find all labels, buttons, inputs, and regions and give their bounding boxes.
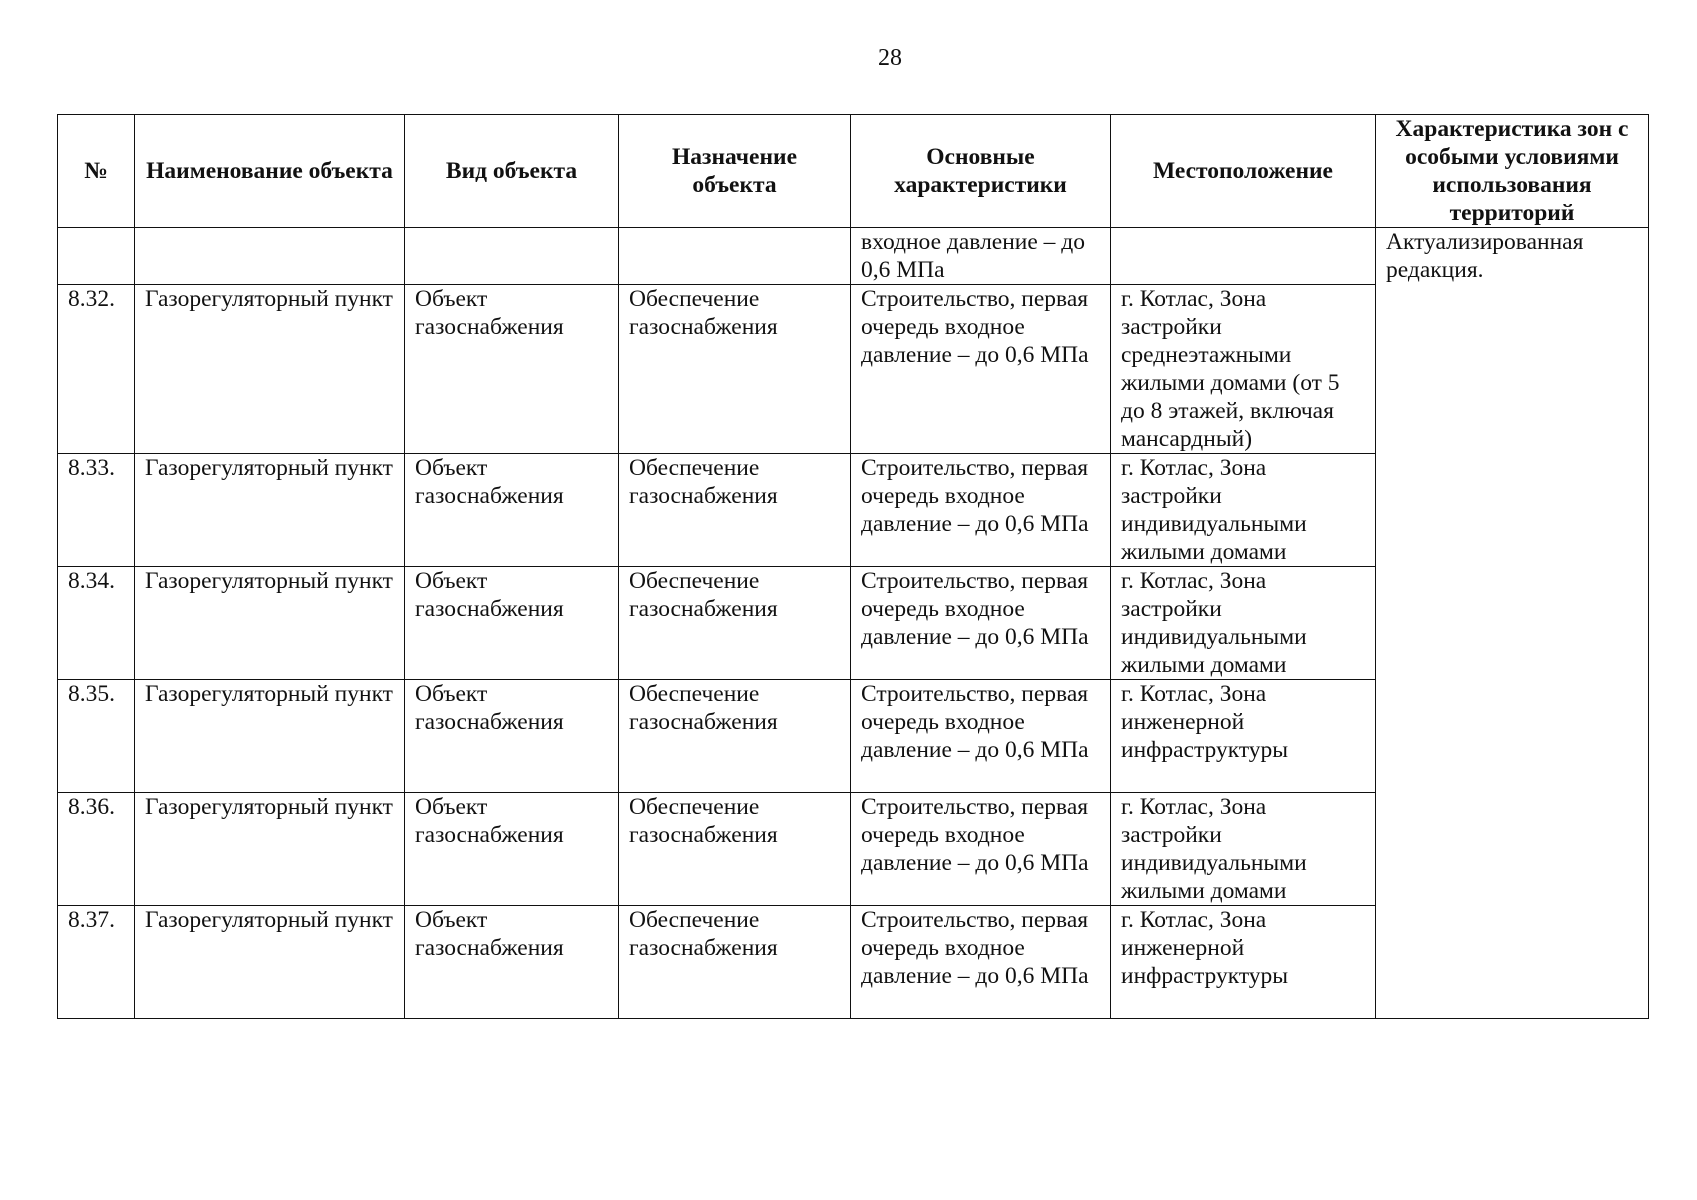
- header-purpose: Назначение объекта: [619, 115, 851, 228]
- cell-purpose: Обеспечение газоснабжения: [619, 906, 851, 1019]
- cell-purpose: [619, 228, 851, 285]
- cell-purpose: Обеспечение газоснабжения: [619, 567, 851, 680]
- cell-characteristics: Строительство, первая очередь входное давление – до 0,6 МПа: [851, 285, 1111, 454]
- cell-characteristics: Строительство, первая очередь входное давление – до 0,6 МПа: [851, 680, 1111, 793]
- cell-num: 8.36.: [58, 793, 135, 906]
- cell-name: [135, 228, 405, 285]
- cell-purpose: Обеспечение газоснабжения: [619, 680, 851, 793]
- cell-name: Газорегуляторный пункт: [135, 285, 405, 454]
- cell-characteristics: Строительство, первая очередь входное давление – до 0,6 МПа: [851, 906, 1111, 1019]
- cell-num: 8.37.: [58, 906, 135, 1019]
- cell-num: 8.35.: [58, 680, 135, 793]
- table-row-continuation: [58, 228, 1649, 285]
- cell-location: г. Котлас, Зона застройки среднеэтажными жилыми домами (от 5 до 8 этажей, включая мансардный): [1111, 285, 1376, 454]
- cell-num: 8.34.: [58, 567, 135, 680]
- cell-purpose: Обеспечение газоснабжения: [619, 454, 851, 567]
- cell-num: 8.33.: [58, 454, 135, 567]
- cell-location: [1111, 228, 1376, 285]
- cell-kind: Объект газоснабжения: [405, 680, 619, 793]
- cell-characteristics: Строительство, первая очередь входное давление – до 0,6 МПа: [851, 567, 1111, 680]
- header-location: Местоположение: [1111, 115, 1376, 228]
- cell-num: [58, 228, 135, 285]
- cell-kind: [405, 228, 619, 285]
- cell-location: г. Котлас, Зона застройки индивидуальными жилыми домами: [1111, 567, 1376, 680]
- cell-location: г. Котлас, Зона инженерной инфраструктуры: [1111, 680, 1376, 793]
- header-characteristics: Основные характеристики: [851, 115, 1111, 228]
- cell-name: Газорегуляторный пункт: [135, 454, 405, 567]
- cell-characteristics: Строительство, первая очередь входное давление – до 0,6 МПа: [851, 793, 1111, 906]
- header-kind: Вид объекта: [405, 115, 619, 228]
- cell-purpose: Обеспечение газоснабжения: [619, 285, 851, 454]
- cell-location: г. Котлас, Зона застройки индивидуальными жилыми домами: [1111, 454, 1376, 567]
- header-num: №: [58, 115, 135, 228]
- cell-characteristics: Строительство, первая очередь входное давление – до 0,6 МПа: [851, 454, 1111, 567]
- cell-kind: Объект газоснабжения: [405, 793, 619, 906]
- header-name: Наименование объекта: [135, 115, 405, 228]
- cell-location: г. Котлас, Зона застройки индивидуальными жилыми домами: [1111, 793, 1376, 906]
- cell-kind: Объект газоснабжения: [405, 906, 619, 1019]
- objects-table: [57, 114, 1649, 1019]
- cell-name: Газорегуляторный пункт: [135, 906, 405, 1019]
- cell-kind: Объект газоснабжения: [405, 567, 619, 680]
- header-zones: Характеристика зон с особыми условиями использования территорий: [1376, 115, 1649, 228]
- page-number: 28: [878, 45, 902, 71]
- cell-zones-note: Актуализированная редакция.: [1376, 228, 1649, 1019]
- cell-num: 8.32.: [58, 285, 135, 454]
- cell-characteristics: входное давление – до 0,6 МПа: [851, 228, 1111, 285]
- table-header-row: [58, 115, 1649, 228]
- cell-kind: Объект газоснабжения: [405, 285, 619, 454]
- cell-name: Газорегуляторный пункт: [135, 793, 405, 906]
- cell-location: г. Котлас, Зона инженерной инфраструктуры: [1111, 906, 1376, 1019]
- cell-purpose: Обеспечение газоснабжения: [619, 793, 851, 906]
- cell-name: Газорегуляторный пункт: [135, 680, 405, 793]
- cell-name: Газорегуляторный пункт: [135, 567, 405, 680]
- cell-kind: Объект газоснабжения: [405, 454, 619, 567]
